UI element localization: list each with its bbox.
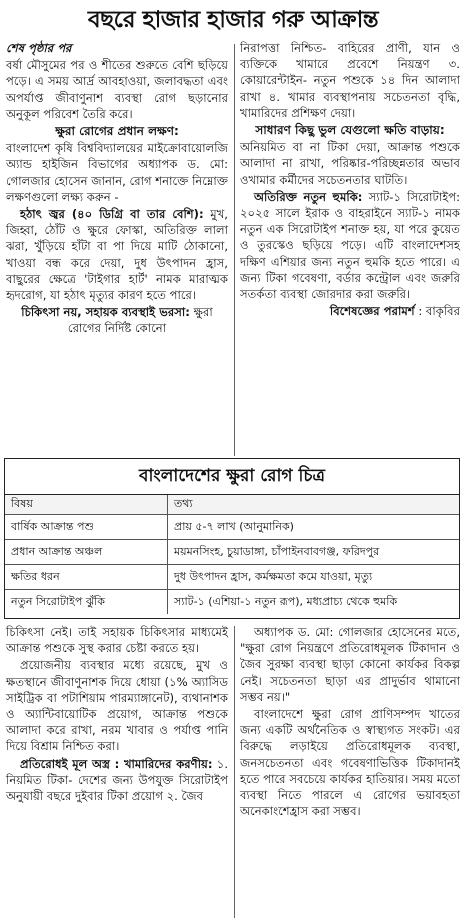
paragraph: ১. নিয়মিত টিকা- দেশের জন্য উপযুক্ত সিরোটাইপ অনুযায়ী বছরে দুইবার টিকা প্রয়োগ ২. জৈব (6, 756, 229, 804)
table-header: তথ্য (168, 495, 460, 515)
paragraph: অধ্যাপক ড. মো: গোলজার হোসেনের মতে, "ক্ষুরা রোগ নিয়ন্ত্রণে প্রতিরোধমূলক টিকাদান ও জৈব সুরক্ষা ব্যবস্থা ছাড়া কোনো কার্যকর বিকল্প নেই। সচেতনতা ছাড়া এর প্রাদুর্ভাব থামানো সম্ভব নয়।" (240, 625, 460, 704)
table-cell: ক্ষতির ধরন (5, 565, 168, 590)
article-headline: বছরে হাজার হাজার গরু আক্রান্ত (87, 7, 379, 33)
info-box-title: বাংলাদেশের ক্ষুরা রোগ চিত্র (5, 459, 459, 495)
section-heading: প্রতিরোধই মূল অস্ত্র : খামারিদের করণীয়: (20, 756, 213, 771)
column-right-bottom (240, 624, 460, 820)
table-header: বিষয় (5, 495, 168, 515)
paragraph: বাংলাদেশ কৃষি বিশ্ববিদ্যালয়ের মাইক্রোবায়োলজি অ্যান্ড হাইজিন বিভাগের অধ্যাপক ড. মো: গোলজার হোসেন জানান, রোগ শনাক্তে নিম্নোক্ত লক্ষণগুলো লক্ষ্য করুন - (6, 141, 228, 204)
paragraph: : বাকৃবির (418, 304, 460, 319)
paragraph: বর্ষা মৌসুমের পর ও শীতের শুরুতে বেশি ছড়িয়ে পড়ে। এ সময় আর্দ্র আবহাওয়া, জলাবদ্ধতা এবং অপর্যাপ্ত জীবাণুনাশ ব্যবস্থা রোগ ছড়ানোর অনুকূল পরিবেশ তৈরি করে। (6, 58, 228, 121)
info-table (5, 495, 459, 614)
table-row (5, 565, 459, 590)
table-cell: স্যাট-১ (এশিয়া-১ নতুন রূপ), মধ্যপ্রাচ্য থেকে হুমকি (174, 594, 398, 608)
table-cell: প্রধান আক্রান্ত অঞ্চল (5, 540, 168, 565)
section-heading: সাধারণ কিছু ভুল যেগুলো ক্ষতি বাড়ায়: (255, 123, 445, 138)
paragraph: নিরাপত্তা নিশ্চিত- বাহিরের প্রাণী, যান ও ব্যক্তিকে খামারে প্রবেশে নিয়ন্ত্রণ ৩. কোয়ারেন্টাইন- নতুন পশুকে ১৪ দিন আলাদা রাখা ৪. খামার ব্যবস্থাপনায় সচেতনতা বৃদ্ধি, খামারিদের প্রশিক্ষণ দেয়া। (240, 41, 460, 120)
paragraph: ক্ষুরা রোগের নির্দিষ্ট কোনো (67, 305, 213, 336)
section-heading: ক্ষুরা রোগের প্রধান লক্ষণ: (55, 124, 179, 139)
table-cell: প্রায় ৫-৭ লাখ (আনুমানিক) (168, 515, 460, 540)
column-divider (234, 626, 235, 918)
paragraph: অনিয়মিত বা না টিকা দেয়া, আক্রান্ত পশুকে আলাদা না রাখা, পরিষ্কার-পরিচ্ছন্নতার অভাব ওখামার কর্মীদের সচেতনতার ঘাটতি। (240, 140, 460, 187)
column-left-top (6, 40, 228, 338)
continued-label: শেষ পৃষ্ঠার পর (6, 41, 72, 55)
table-row (5, 540, 459, 565)
table-header-row (5, 495, 459, 515)
info-box (4, 458, 460, 619)
column-divider (234, 44, 235, 456)
table-row (5, 515, 459, 540)
column-right-top (240, 40, 460, 320)
paragraph: চিকিৎসা নেই। তাই সহায়ক চিকিৎসার মাধ্যমেই আক্রান্ত পশুকে সুস্থ করার চেষ্টা করতে হয়। (6, 625, 228, 656)
paragraph: বাংলাদেশে ক্ষুরা রোগ প্রাণিসম্পদ খাতের জন্য একটি অর্থনৈতিক ও স্বাস্থ্যগত সংকট। এর বিরুদ্ধে লড়াইয়ে প্রতিরোধমূলক ব্যবস্থা, জনসচেতনতা এবং গবেষণাভিত্তিক টিকাদানই হতে পারে সবচেয়ে কার্যকর হাতিয়ার। সময় মতো ব্যবস্থা নিতে পারলে এ রোগের ভয়াবহতা অনেকাংশেহ্রাস করা সম্ভব। (240, 707, 460, 819)
section-heading: হঠাৎ জ্বর (৪০ ডিগ্রি বা তার বেশি): (20, 207, 204, 222)
table-cell: বার্ষিক আক্রান্ত পশু (5, 515, 168, 540)
section-heading: বিশেষজ্ঞের পরামর্শ (329, 304, 415, 319)
paragraph: স্যাট-১ সিরোটাইপ: ২০২৫ সালে ইরাক ও বাহরাইনে স্যাট-১ নামক নতুন এক সিরোটাইপ শনাক্ত হয়, যা পরে কুয়েত ও তুরস্কেও ছড়িয়ে পড়ে। এটি বাংলাদেশসহ দক্ষিণ এশিয়ার জন্য নতুন হুমকি হতে পারে। এ জন্য টিকা গবেষণা, বর্ডার কন্ট্রোল এবং জরুরি সতর্কতা ব্যবস্থা জোরদার করা জরুরি। (240, 189, 461, 302)
column-left-bottom (6, 624, 228, 805)
table-cell: দুধ উৎপাদন হ্রাস, কর্মক্ষমতা কমে যাওয়া, মৃত্যু (168, 565, 460, 590)
section-heading: চিকিৎসা নয়, সহায়ক ব্যবস্থাই ভরসা: (21, 305, 190, 320)
table-row (5, 590, 459, 615)
table-cell: নতুন সিরোটাইপ ঝুঁকি (5, 590, 168, 615)
paragraph: প্রয়োজনীয় ব্যবস্থার মধ্যে রয়েছে, মুখ ও ক্ষতস্থানে জীবাণুনাশক দিয়ে ধোয়া (১% অ্যাসিড সাইট্রিক বা পটাশিয়াম পারম্যাঙ্গানেট), ব্যথানাশক ও অ্যান্টিবায়োটিক প্রয়োগ, আক্রান্ত পশুকে আলাদা করে রাখা, নরম খাবার ও পর্যাপ্ত পানি দিয়ে বিশ্রাম নিশ্চিত করা। (6, 658, 228, 754)
section-heading: অতিরিক্ত নতুন হুমকি: (254, 189, 363, 204)
paragraph: মুখ, জিহ্বা, ঠোঁট ও ক্ষুরে ফোস্কা, অতিরিক্ত লালা ঝরা, খুঁড়িয়ে হাঁটা বা পা দিয়ে মাটি ঠোকানো, খাওয়া বন্ধ করে দেয়া, দুধ উৎপাদন হ্রাস, বাছুরের ক্ষেত্রে 'টাইগার হার্ট' নামক মারাত্মক হৃদরোগ, যা হঠাৎ মৃত্যুর কারণ হতে পারে। (6, 207, 228, 303)
table-cell: ময়মনসিংহ, চুয়াডাঙ্গা, চাঁপাইনবাবগঞ্জ, ফরিদপুর (168, 540, 460, 565)
